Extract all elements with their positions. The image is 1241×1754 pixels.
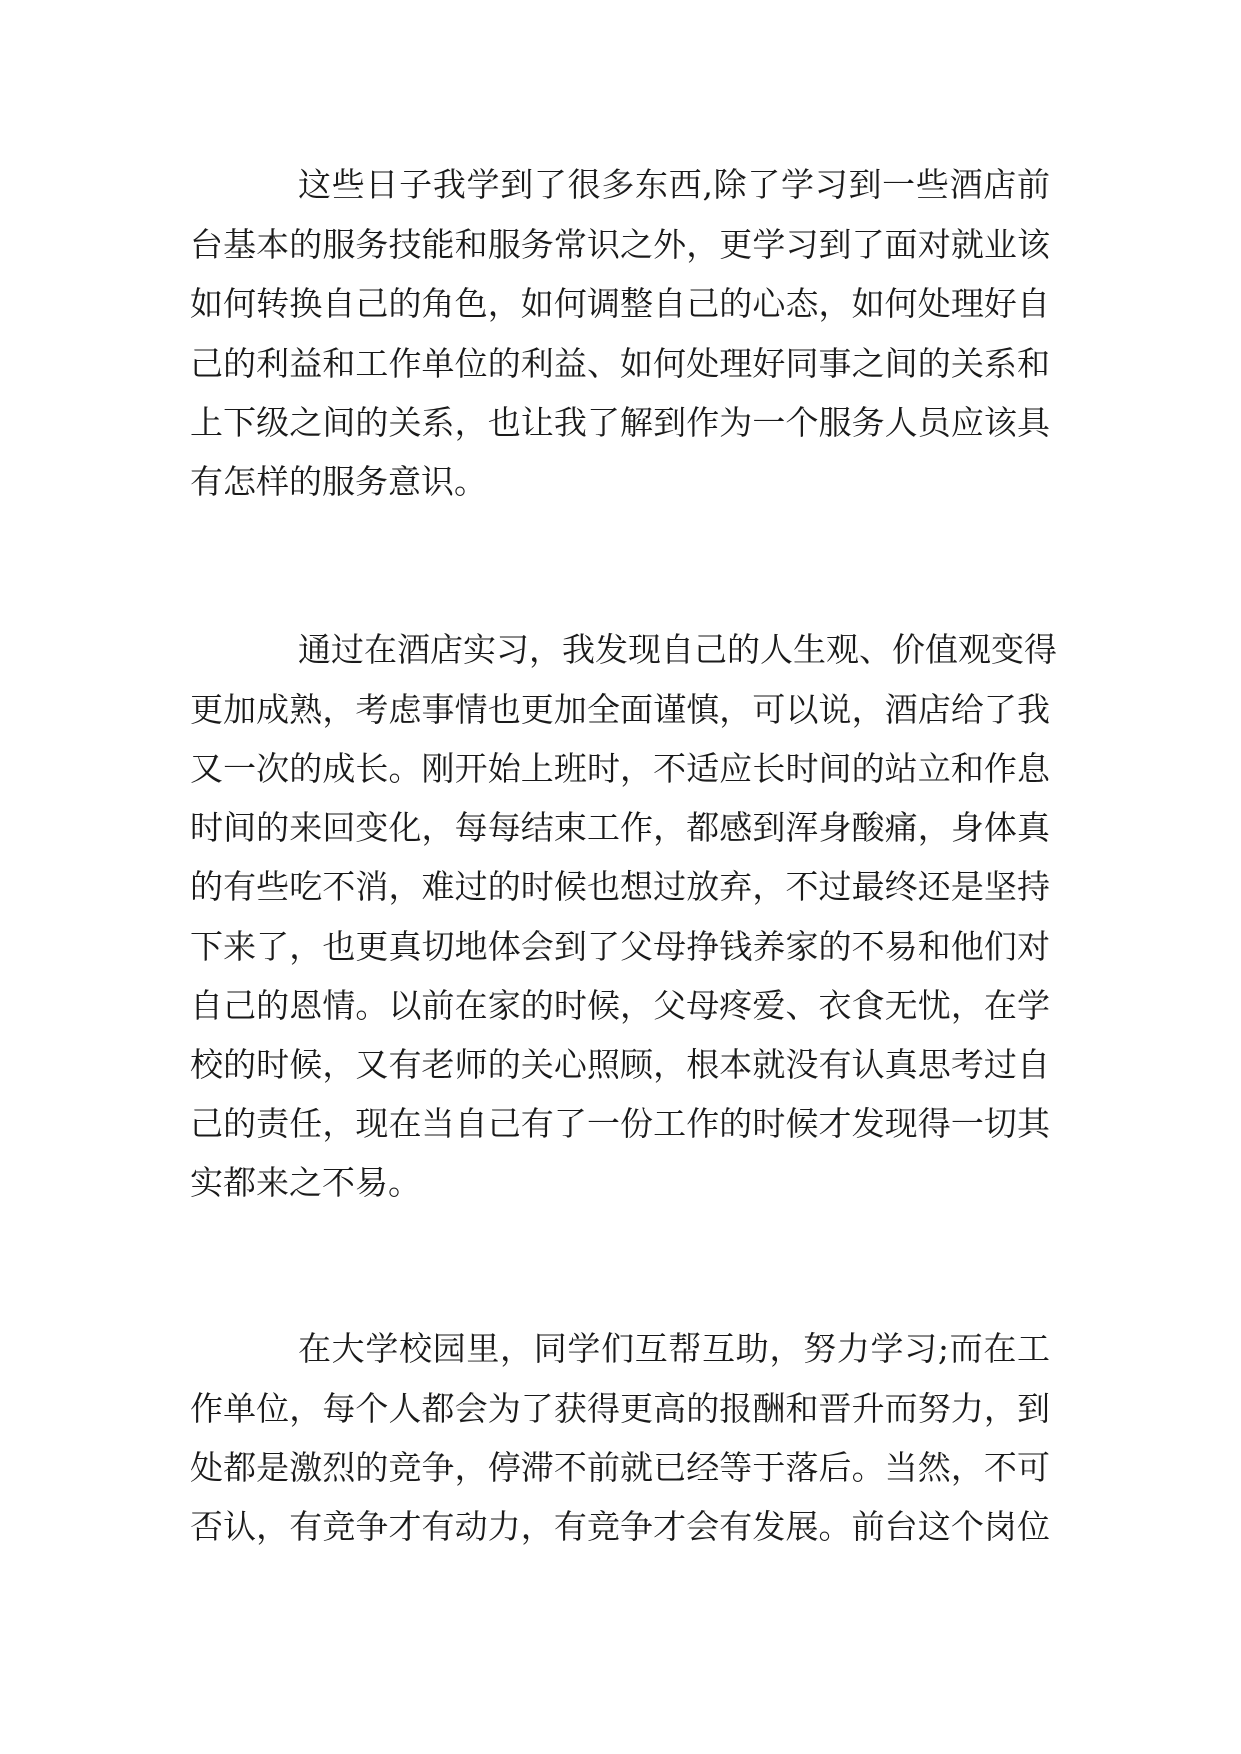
paragraph-line: 上下级之间的关系，也让我了解到作为一个服务人员应该具 (190, 403, 1050, 442)
paragraph-line: 如何转换自己的角色，如何调整自己的心态，如何处理好自 (190, 284, 1050, 323)
paragraph-line: 的有些吃不消，难过的时候也想过放弃，不过最终还是坚持 (190, 867, 1050, 906)
paragraph-line: 在大学校园里，同学们互帮互助，努力学习;而在工 (298, 1329, 1050, 1368)
paragraph-line: 台基本的服务技能和服务常识之外，更学习到了面对就业该 (190, 225, 1050, 264)
paragraph-line: 通过在酒店实习，我发现自己的人生观、价值观变得 (298, 630, 1057, 669)
paragraph-line: 有怎样的服务意识。 (190, 462, 487, 501)
paragraph-line: 下来了，也更真切地体会到了父母挣钱养家的不易和他们对 (190, 927, 1050, 966)
paragraph-line: 己的责任，现在当自己有了一份工作的时候才发现得一切其 (190, 1104, 1050, 1143)
paragraph-line: 这些日子我学到了很多东西,除了学习到一些酒店前 (298, 165, 1050, 204)
paragraph-line: 更加成熟，考虑事情也更加全面谨慎，可以说，酒店给了我 (190, 690, 1050, 729)
paragraph-line: 自己的恩情。以前在家的时候，父母疼爱、衣食无忧，在学 (190, 986, 1050, 1025)
paragraph-line: 作单位，每个人都会为了获得更高的报酬和晋升而努力，到 (190, 1389, 1050, 1428)
paragraph-line: 校的时候，又有老师的关心照顾，根本就没有认真思考过自 (190, 1045, 1050, 1084)
paragraph-line: 处都是激烈的竞争，停滞不前就已经等于落后。当然，不可 (190, 1448, 1050, 1487)
paragraph-line: 己的利益和工作单位的利益、如何处理好同事之间的关系和 (190, 344, 1050, 383)
paragraph-line: 时间的来回变化，每每结束工作，都感到浑身酸痛，身体真 (190, 808, 1050, 847)
paragraph-line: 实都来之不易。 (190, 1163, 421, 1202)
paragraph-line: 又一次的成长。刚开始上班时，不适应长时间的站立和作息 (190, 749, 1050, 788)
paragraph-line: 否认，有竞争才有动力，有竞争才会有发展。前台这个岗位 (190, 1507, 1050, 1546)
